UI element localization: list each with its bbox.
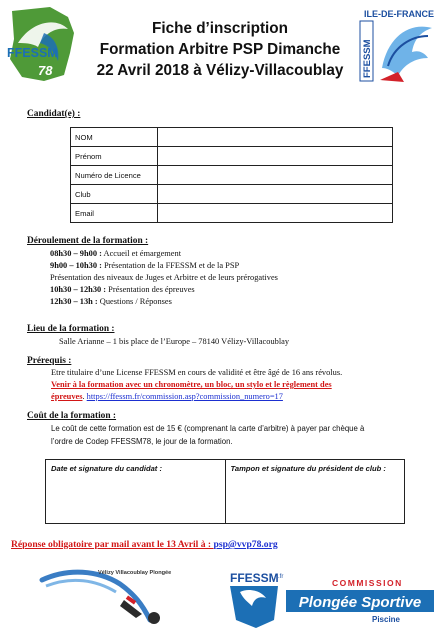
reply-deadline-note: Réponse obligatoire par mail avant le 13 Avril à : psp@vvp78.org — [11, 539, 278, 550]
svg-text:78: 78 — [38, 63, 53, 78]
svg-text:Piscine: Piscine — [371, 615, 401, 624]
svg-text:FFESSM: FFESSM — [230, 571, 279, 585]
candidate-field-value[interactable] — [158, 166, 393, 185]
rules-link[interactable]: https://ffessm.fr/commission.asp?commission_numero=17 — [86, 392, 283, 401]
candidate-field-label: NOM — [71, 128, 158, 147]
candidate-row — [71, 147, 393, 166]
candidate-field-value[interactable] — [158, 147, 393, 166]
title-line-1: Fiche d’inscription — [152, 20, 288, 37]
prerequisites-rules: épreuves. https://ffessm.fr/commission.asp?commission_numero=17 — [51, 392, 283, 401]
candidate-field-label: Prénom — [71, 147, 158, 166]
svg-text:ILE-DE-FRANCE: ILE-DE-FRANCE — [364, 9, 434, 19]
schedule-item: 08h30 – 9h00 : Accueil et émargement — [50, 249, 182, 258]
candidate-field-value[interactable] — [158, 128, 393, 147]
ffessm78-logo — [4, 3, 80, 83]
schedule-item: 10h30 – 12h30 : Présentation des épreuves — [50, 285, 195, 294]
svg-text:FFESSM: FFESSM — [7, 46, 58, 60]
candidate-row — [71, 128, 393, 147]
location-address: Salle Arianne – 1 bis place de l’Europe – 78140 Vélizy-Villacoublay — [59, 337, 290, 346]
cost-line-2: l’ordre de Codep FFESSM78, le jour de la formation. — [51, 437, 233, 446]
vvp-club-logo — [38, 560, 178, 628]
candidate-table — [70, 127, 393, 223]
prerequisites-license: Etre titulaire d’une License FFESSM en cours de validité et être âgé de 16 ans révolus. — [51, 368, 343, 377]
candidate-field-value[interactable] — [158, 185, 393, 204]
schedule-heading: Déroulement de la formation : — [27, 236, 149, 246]
candidate-field-label: Email — [71, 204, 158, 223]
title-line-2: Formation Arbitre PSP Dimanche — [99, 41, 341, 58]
candidate-field-label: Numéro de Licence — [71, 166, 158, 185]
ffessm-idf-logo — [358, 6, 440, 86]
candidate-field-value[interactable] — [158, 204, 393, 223]
reply-email-link[interactable]: psp@vvp78.org — [213, 539, 278, 550]
candidate-row — [71, 185, 393, 204]
svg-text:FFESSM: FFESSM — [362, 39, 373, 78]
prerequisites-heading: Prérequis : — [27, 356, 72, 366]
location-heading: Lieu de la formation : — [27, 324, 115, 334]
svg-text:COMMISSION: COMMISSION — [332, 578, 403, 588]
commission-psp-logo — [226, 562, 438, 630]
signature-box — [45, 459, 405, 524]
candidate-heading: Candidat(e) : — [27, 109, 81, 119]
svg-text:Plongée Sportive: Plongée Sportive — [298, 594, 422, 611]
candidate-signature-field[interactable]: Date et signature du candidat : — [51, 464, 162, 473]
schedule-item: Présentation des niveaux de Juges et Arbitre et de leurs prérogatives — [50, 273, 278, 282]
cost-heading: Coût de la formation : — [27, 411, 117, 421]
title-line-3: 22 Avril 2018 à Vélizy-Villacoublay — [96, 62, 344, 79]
candidate-row — [71, 166, 393, 185]
svg-text:.fr: .fr — [278, 574, 284, 580]
svg-text:Vélizy Villacoublay Plongée: Vélizy Villacoublay Plongée — [98, 570, 172, 576]
candidate-row — [71, 204, 393, 223]
prerequisites-equipment: Venir à la formation avec un chronomètre, un bloc, un stylo et le règlement des — [51, 380, 332, 389]
schedule-item: 12h30 – 13h : Questions / Réponses — [50, 297, 172, 306]
candidate-field-label: Club — [71, 185, 158, 204]
schedule-item: 9h00 – 10h30 : Présentation de la FFESSM et de la PSP — [50, 261, 240, 270]
cost-line-1: Le coût de cette formation est de 15 € (comprenant la carte d’arbitre) à payer par chèque à — [51, 424, 365, 433]
club-president-signature-field[interactable]: Tampon et signature du président de club : — [225, 460, 405, 523]
form-title — [82, 18, 358, 81]
